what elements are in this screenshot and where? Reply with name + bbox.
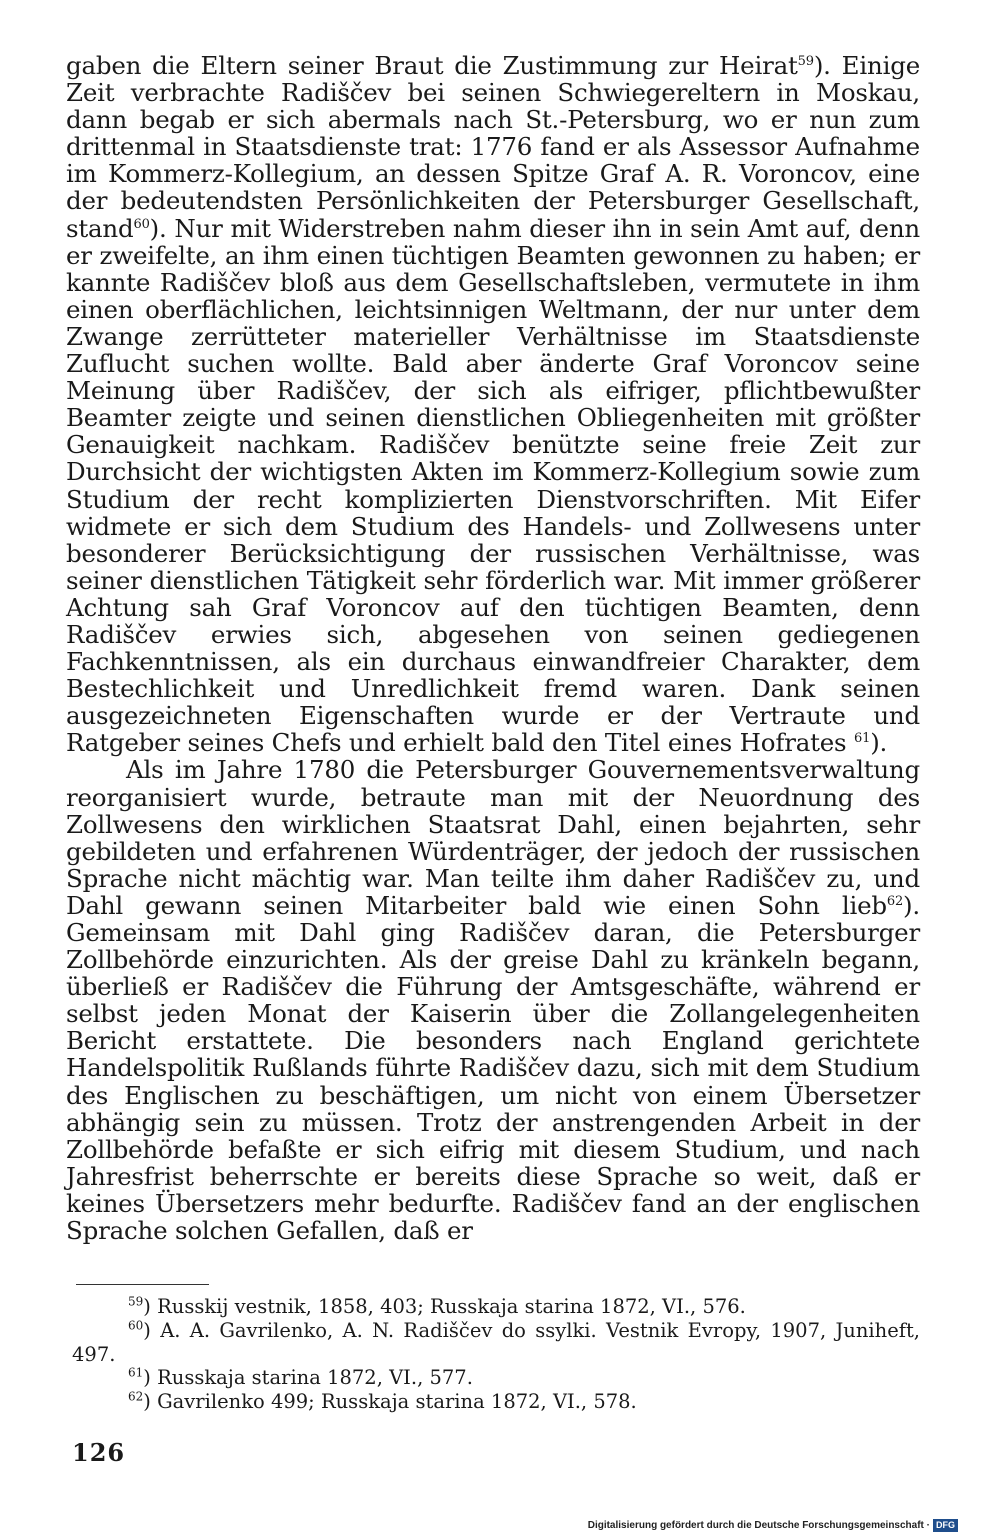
footnote-ref-60: 60 xyxy=(133,216,150,232)
footnote-59: $^{59}$) Russkij vestnik, 1858, 403; Russkaja starina 1872, VI., 576. xyxy=(128,1294,746,1318)
dfg-logo-icon: DFG xyxy=(933,1519,958,1532)
digitization-credit xyxy=(588,1519,958,1532)
credit-text: Digitalisierung gefördert durch die Deutsche Forschungsgemeinschaft · xyxy=(587,1520,930,1531)
main-text xyxy=(66,52,920,1244)
paragraph-1: gaben die Eltern seiner Braut die Zustimmung zur Heirat$^{59}$). Einige Zeit verbrachte Radiščev bei seinen Schwiegereltern in Moskau, dann begab er sich abermals nach St.-Petersburg, wo er nun zum drittenmal in Staatsdienste trat: 1776 fand er als Assessor Aufnahme im Kommerz-Kollegium, an dessen Spitze Graf A. R. Voroncov, eine der bedeutendsten Persönlichkeiten der Petersburger Gesellschaft, stand$^{60}$). Nur mit Widerstreben nahm dieser ihn in sein Amt auf, denn er zweifelte, an ihm einen tüchtigen Beamten gewonnen zu haben; er kannte Radiščev bloß aus dem Gesellschaftsleben, vermutete in ihm einen oberflächlichen, leichtsinnigen Weltmann, der nur unter dem Zwange zerrütteter materieller Verhältnisse im Staatsdienste Zuflucht suchen wollte. Bald aber änderte Graf Voroncov seine Meinung über Radiščev, der sich als eifriger, pflichtbewußter Beamter zeigte und seinen dienstlichen Obliegenheiten mit größter Genauigkeit nachkam. Radiščev benützte seine freie Zeit zur Durchsicht der wichtigsten Akten im Kommerz-Kollegium sowie zum Studium der recht komplizierten Dienstvorschriften. Mit Eifer widmete er sich dem Studium des Handels- und Zollwesens unter besonderer Berücksichtigung der russischen Verhältnisse, was seiner dienstlichen Tätigkeit sehr förderlich war. Mit immer größerer Achtung sah Graf Voroncov auf den tüchtigen Beamten, denn Radiščev erwies sich, abgesehen von seinen gediegenen Fachkenntnissen, als ein durchaus einwandfreier Charakter, dem Bestechlichkeit und Unredlichkeit fremd waren. Dank seinen ausgezeichneten Eigenschaften wurde er der Vertraute und Ratgeber seines Chefs und erhielt bald den Titel eines Hofrates $^{61}$). xyxy=(66,51,920,758)
footnote-62: $^{62}$) Gavrilenko 499; Russkaja starina 1872, VI., 578. xyxy=(128,1389,637,1414)
footnote-61: $^{61}$) Russkaja starina 1872, VI., 577. xyxy=(128,1365,473,1390)
footnote-ref-59: 59 xyxy=(797,53,814,69)
footnotes xyxy=(72,1295,920,1414)
footnote-ref-61: 61 xyxy=(854,731,871,747)
page-number: 126 xyxy=(72,1438,126,1467)
footnote-separator xyxy=(76,1284,209,1285)
footnote-60: $^{60}$) A. A. Gavrilenko, A. N. Radiščev do ssylki. Vestnik Evropy, 1907, Juniheft, 497. xyxy=(72,1318,920,1366)
paragraph-2: Als im Jahre 1780 die Petersburger Gouvernementsverwaltung reorganisiert wurde, betraute man mit der Neuordnung des Zollwesens den wirklichen Staatsrat Dahl, einen bejahrten, sehr gebildeten und erfahrenen Würdenträger, der jedoch der russischen Sprache nicht mächtig war. Man teilte ihm daher Radiščev zu, und Dahl gewann seinen Mitarbeiter bald wie einen Sohn lieb$^{62}$). Gemeinsam mit Dahl ging Radiščev daran, die Petersburger Zollbehörde einzurichten. Als der greise Dahl zu kränkeln begann, überließ er Radiščev die Führung der Amtsgeschäfte, während er selbst jeden Monat der Kaiserin über die Zollangelegenheiten Bericht erstattete. Die besonders nach England gerichtete Handelspolitik Rußlands führte Radiščev dazu, sich mit dem Studium des Englischen zu beschäftigen, um nicht von einem Übersetzer abhängig sein zu müssen. Trotz der anstrengenden Arbeit in der Zollbehörde befaßte er sich eifrig mit diesem Studium, und nach Jahresfrist beherrschte er bereits diese Sprache so weit, daß er keines Übersetzers mehr bedurfte. Radiščev fand an der englischen Sprache solchen Gefallen, daß er xyxy=(66,755,920,1246)
footnote-ref-62: 62 xyxy=(886,893,904,909)
